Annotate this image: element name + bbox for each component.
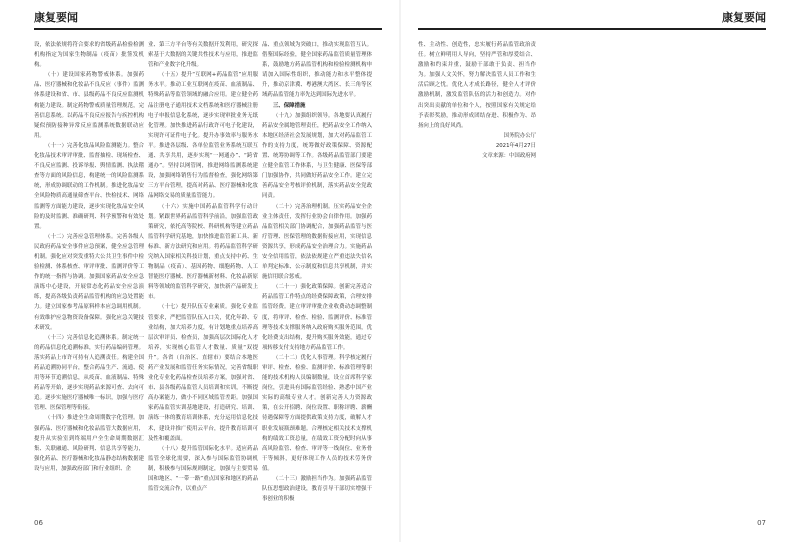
left-header-rule (34, 28, 382, 30)
body-paragraph: （二十一）强化政策保障。创新完善适合药品监管工作特点的经费保障政策，合理安排监管经费。建立审评审批企业收费动态调整制度，将审评、检查、检验、监测评价、标准管理等技术支撑服务纳入政府购买服务范围，优化经费支出结构，提升购买服务效能，通过专项转移支付支持地方药品监管工作。 (262, 284, 372, 351)
body-paragraph: （十八）提升监管国际化水平。适应药品监管全球化需要，深入参与国际监管协调机制，积极参与国际规则制定，加强与主要贸易国和地区、“一带一路”重点国家和地区的药品监管交流合作，以重点产 (148, 445, 258, 493)
right-column-1 (418, 40, 536, 510)
right-page-number: 07 (757, 519, 766, 527)
body-paragraph: （十六）实施中国药品监管科学行动计划。紧跟世界药品监管科学前沿，加强监管政策研究，依托高等院校、科研机构等建立药品监管科学研究基地，加快推进监管新工具、新标准、新方法研究和应用。将药品监管科学研究纳入国家相关科技计划，重点支持中药、生物制品（疫苗）、基因药物、细胞药物、人工智能医疗器械、医疗器械新材料、化妆品新原料等领域的监管科学研究，加快新产品研发上市。 (148, 203, 258, 301)
left-column-3 (262, 40, 372, 510)
signature-line: 2021年4月27日 (495, 142, 536, 149)
left-column-1 (34, 40, 144, 510)
signature-line: 文章来源：中国政府网 (482, 153, 536, 160)
body-paragraph: （十一）完善化妆品风险监测能力。整合化妆品技术审评审批、监督抽检、现场检查、不良反应监测、投诉举报、舆情监测、执法稽查等方面的风险信息，构建统一的风险监测系统，形成协调联动的工作机制。推进化妆品安全风险物质高通量筛查平台、快检技术、网络监测等方面能力建设，逐步实现化妆品安全风险的及时监测、准确研判、科学预警和有效处置。 (34, 142, 144, 230)
signature-line: 国务院办公厅 (503, 132, 536, 139)
body-paragraph: （十九）加强组织领导。各地要认真履行药品安全属地管理责任，把药品安全工作纳入本地区经济社会发展规划，加大对药品监管工作的支持力度，统筹做好政策保障、资源配置、统筹协调等工作。各级药品监管部门要建立健全监管工作体系，与卫生健康、医保等部门加强协作，共同做好药品安全工作。建立完善药品安全考核评价机制，落实药品安全党政同责。 (262, 112, 372, 200)
body-paragraph: 性、主动性、创造性，忠实履行药品监管政治责任。树立鲜明用人导向，坚持严管和厚爱结合、激励和约束并重，鼓励干部敢于负责、担当作为。加强人文关怀，努力解决监管人员工作和生活后顾之忧。优化人才成长路径，健全人才评价激励机制，激发监管队伍的活力和创造力。对作出突出贡献的单位和个人，按照国家有关规定给予表彰奖励，推动形成团结奋进、积极作为、昂扬向上的良好风尚。 (418, 42, 536, 129)
right-page-header: 康复要闻 (722, 11, 766, 24)
body-paragraph: （十二）完善应急管理体系。完善各级人民政府药品安全事件应急预案，健全应急管理机制。强化应对突发重特大公共卫生事件中检验检测、体系核查、审评审批、监测评价等工作的统一指挥与协调。加强国家药品安全应急演练中心建设，开展常态化药品安全应急演练，提高各级负责药品监管机构的应急处置能力。建立国家参考品原料样本应急调用机制。有效维护应急物资设备保障。强化应急关键技术研发。 (34, 233, 144, 331)
body-paragraph: 业、第三方平台等有关数据开发利用，研究探索基于大数据的关键共性技术与应用，推进监管和产业数字化升级。 (148, 42, 258, 69)
section-heading: 三、保障措施 (273, 102, 306, 109)
body-paragraph: 品、重点领域为突破口，推动实现监管互认。借鉴国际经验，健全国家药品监管质量管理体系，鼓励地方药品监管机构和检验检测机构申请加入国际性组织，推动能力和水平整体提升，推动京津冀、粤港澳大湾区、长三角等区域药品监管能力率先达到国际先进水平。 (262, 42, 372, 99)
body-paragraph: （十四）推进全生命周期数字化管理。加强药品、医疗器械和化妆品监管大数据应用，提升从实验室到终端用户全生命周期数据汇集、关联融通、风险研判、信息共享等能力，强化药品、医疗器械和化妆品静态结构数据建设与应用，加强政府部门和行业组织、企 (34, 415, 144, 472)
body-paragraph: （十）建设国家药物警戒体系。加强药品、医疗器械和化妆品不良反应（事件）监测体系建设和省、市、县级药品不良反应监测机构能力建设。制定药物警戒质量管理规范，完善信息系统。以药品不良反应报告与疾控机构疑似预防接种异常反应监测系统数据联动应用。 (34, 72, 144, 139)
body-paragraph: （二十三）激励担当作为。加强药品监管队伍思想政治建设，教育引导干部切实增强干事创业的积极 (262, 476, 372, 503)
body-paragraph: （十五）提升“互联网+药品监管”应用服务水平。推动工业互联网在疫苗、血液制品、特殊药品等监管领域的融合应用。建立健全药品注册电子通用技术文档系统和医疗器械注册电子申报信息化系统，逐步实现审批业务无纸化管理。加快推进药品行政许可电子化建设，实现许可证件电子化。提升办事效率与服务水平。推进各层级、各单位监管业务系统互联互通、共享共用，逐步实现“一网通办”、“跨省通办”。坚持以网管网，推进网络监测系统建设，加强网络销售行为监督检查，强化网络第三方平台管理，提高对药品、医疗器械和化妆品网络交易的质量监管能力。 (148, 72, 258, 200)
right-page (400, 0, 800, 542)
body-paragraph: （十三）完善信息化追溯体系。制定统一的药品信息化追溯标准，实行药品编码管理。落实药品上市许可持有人追溯责任。构建全国药品追溯协同平台，整合药品生产、流通、使用等环节追溯信息，从疫苗、血液制品、特殊药品等开始，逐步实现药品来源可查、去向可追。逐步实施医疗器械唯一标识，加强与医疗管理、医保管理等衔接。 (34, 334, 144, 412)
left-page-number: 06 (34, 519, 43, 527)
body-paragraph: 设，依法依规将符合要求的省级药品检验检测机构指定为国家生物制品（疫苗）批签发机构。 (34, 42, 144, 69)
left-page-header: 康复要闻 (34, 11, 78, 24)
body-paragraph: （二十）完善治理机制。压实药品安全企业主体责任，发挥行业协会自律作用。加强药品监管相关部门协调配合，加强药品监管与医疗管理、医保管理的数据衔接应用，实现信息资源共享，形成药品安全治理合力。实施药品安全信用监管，依法依规建立严重违法失信名单判定标准、公示制度和信息共享机制，并实施信用联合惩戒。 (262, 203, 372, 281)
body-paragraph: （十七）提升队伍专业素质。强化专业监管要求，严把监管队伍入口关，优化年龄、专业结构，加大培养力度，有计划地重点培养高层次审评员、检查员，加强高层次国际化人才培养，实现核心监管人才数量、质量“双提升”。各省（自治区、直辖市）要结合本地医药产业发展和监管任务实际情况，完善省级职业化专业化药品检查员培养方案，加强对省、市、县各级药品监管人员培训和实训，不断提高办案能力，做小不同区域监管差距。加强国家药品监管实训基地建设，打造研究、培训、演练一体的教育培训体系，充分运用信息化技术，建设并推广使用云平台，提升教育培训可及性和覆盖面。 (148, 304, 258, 442)
right-header-rule (418, 28, 766, 30)
body-paragraph: （二十二）优化人事管理。科学核定履行审评、检查、检验、监测评价、标准管理等职能的技术机构人员编制数量，设立首席科学家岗位，引进具有国际监管经验、熟悉中国产业实际的高级专业人才。创新完善人力资源政策，在公开招聘、岗位设置、职称评聘、薪酬待遇保障等方面提供政策支持力度，破解人才职业发展瓶颈难题。合理核定相关技术支撑机构的绩效工资总量，在绩效工资分配时向从事高风险监管、检查、审评等一线岗位、业务骨干等倾斜，更好体现工作人员的技术劳务价值。 (262, 354, 372, 472)
left-column-2 (148, 40, 258, 510)
